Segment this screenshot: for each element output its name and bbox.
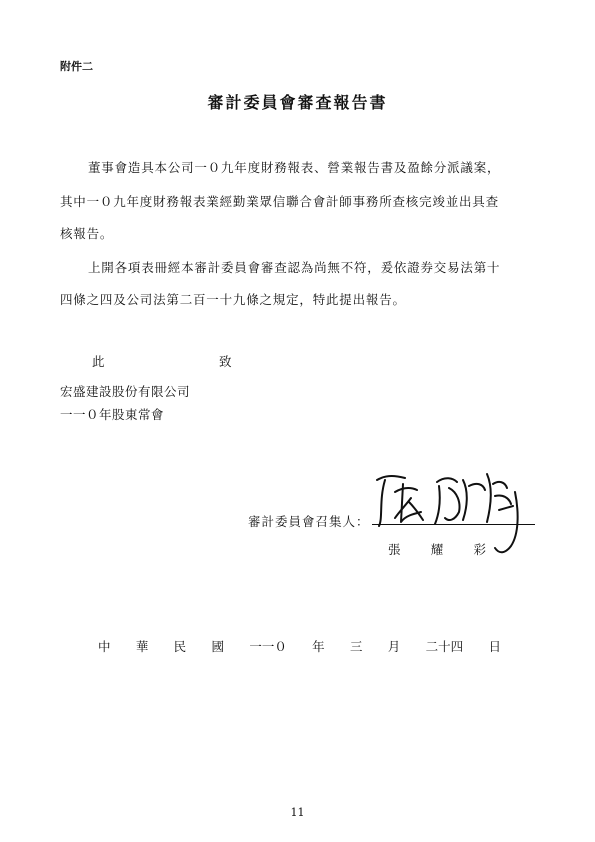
annex-label: 附件二	[60, 60, 93, 73]
paragraph1-line3: 核報告。	[60, 226, 114, 241]
date-part: 一一０	[249, 639, 287, 654]
paragraph2-line2: 四條之四及公司法第二百一十九條之規定，特此提出報告。	[60, 292, 406, 307]
paragraph1-line2: 其中一０九年度財務報表業經勤業眾信聯合會計師事務所查核完竣並出具查	[60, 194, 499, 209]
signatory-name	[388, 540, 486, 558]
date-part: 國	[211, 639, 224, 654]
date-line	[98, 637, 501, 655]
paragraph1-line1: 董事會造具本公司一０九年度財務報表、營業報告書及盈餘分派議案，	[88, 160, 501, 175]
date-part: 二十四	[425, 639, 464, 654]
signatory-name-char: 耀	[430, 542, 444, 557]
closing-zhi: 致	[219, 354, 232, 369]
date-part: 民	[173, 639, 187, 654]
date-part: 三	[349, 639, 363, 654]
recipient-company: 宏盛建設股份有限公司	[60, 384, 191, 399]
signatory-name-char: 張	[388, 542, 401, 557]
date-part: 年	[312, 639, 325, 654]
document-title: 審計委員會審查報告書	[207, 93, 388, 112]
date-part: 日	[488, 639, 501, 654]
closing-ci: 此	[92, 354, 105, 369]
signatory-label: 審計委員會召集人：	[248, 514, 370, 529]
signatory-name-char: 彩	[473, 542, 486, 557]
page-number: 11	[290, 806, 305, 819]
date-part: 華	[135, 639, 149, 654]
date-part: 中	[98, 639, 111, 654]
paragraph2-line1: 上開各項表冊經本審計委員會審查認為尚無不符，爰依證券交易法第十	[88, 260, 501, 275]
date-part: 月	[387, 639, 401, 654]
recipient-meeting: 一一０年股東常會	[60, 407, 165, 422]
